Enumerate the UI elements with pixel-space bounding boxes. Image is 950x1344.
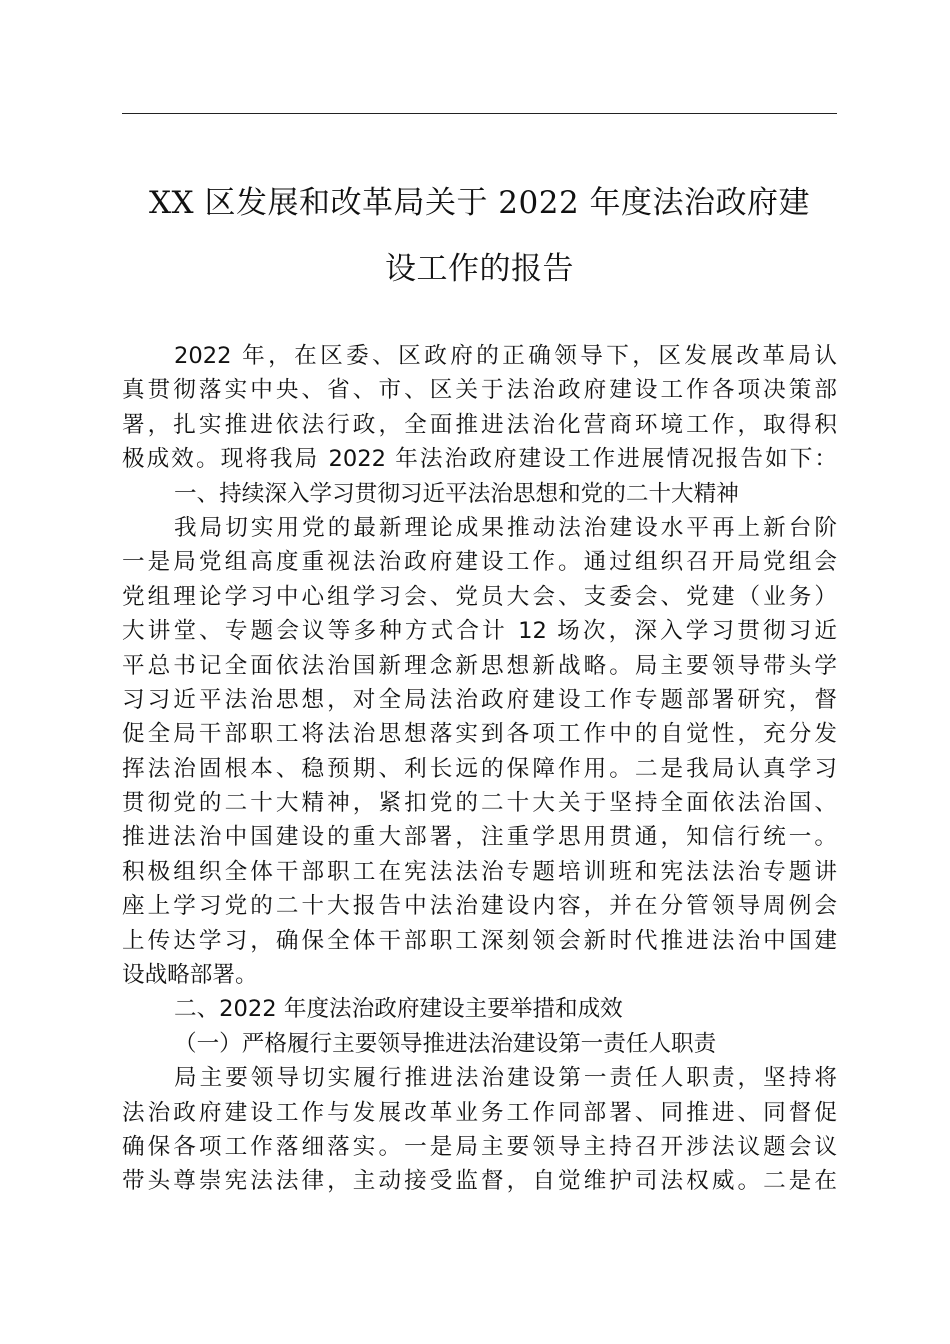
title-line: 设工作的报告 xyxy=(385,251,574,287)
paragraph-line: 确保各项工作落细落实。一是局主要领导主持召开涉法议题会议 xyxy=(122,1133,837,1160)
paragraph-line: 积极组织全体干部职工在宪法法治专题培训班和宪法法治专题讲 xyxy=(122,858,837,885)
document-body xyxy=(122,339,837,1199)
subsection-heading: （一）严格履行主要领导推进法治建设第一责任人职责 xyxy=(174,1030,717,1057)
paragraph-line: 极成效。现将我局 2022 年法治政府建设工作进展情况报告如下： xyxy=(122,446,837,473)
paragraph-line: 一是局党组高度重视法治政府建设工作。通过组织召开局党组会 xyxy=(122,549,837,576)
paragraph-line: 设战略部署。 xyxy=(122,962,258,989)
paragraph-line: 带头尊崇宪法法律，主动接受监督，自觉维护司法权威。二是在 xyxy=(122,1168,837,1195)
paragraph-line: 上传达学习，确保全体干部职工深刻领会新时代推进法治中国建 xyxy=(122,927,837,954)
paragraph-line: 党组理论学习中心组学习会、党员大会、支委会、党建（业务） xyxy=(122,583,837,610)
paragraph-line: 真贯彻落实中央、省、市、区关于法治政府建设工作各项决策部 xyxy=(122,377,837,404)
paragraph-line: 2022 年，在区委、区政府的正确领导下，区发展改革局认 xyxy=(174,343,837,369)
paragraph-line: 我局切实用党的最新理论成果推动法治建设水平再上新台阶 xyxy=(174,514,837,541)
paragraph-line: 推进法治中国建设的重大部署，注重学思用贯通，知信行统一。 xyxy=(122,824,837,851)
header-rule xyxy=(122,113,837,114)
document-title xyxy=(122,170,837,302)
paragraph-line: 座上学习党的二十大报告中法治建设内容，并在分管领导周例会 xyxy=(122,893,837,920)
paragraph-line: 局主要领导切实履行推进法治建设第一责任人职责，坚持将 xyxy=(174,1065,837,1092)
paragraph-line: 挥法治固根本、稳预期、利长远的保障作用。二是我局认真学习 xyxy=(122,755,837,782)
paragraph-line: 平总书记全面依法治国新理念新思想新战略。局主要领导带头学 xyxy=(122,652,837,679)
paragraph-line: 习习近平法治思想，对全局法治政府建设工作专题部署研究，督 xyxy=(122,686,837,713)
section-heading: 二、2022 年度法治政府建设主要举措和成效 xyxy=(174,996,623,1023)
title-line: XX 区发展和改革局关于 2022 年度法治政府建 xyxy=(148,185,811,221)
paragraph-line: 贯彻党的二十大精神，紧扣党的二十大关于坚持全面依法治国、 xyxy=(122,790,837,817)
paragraph-line: 促全局干部职工将法治思想落实到各项工作中的自觉性，充分发 xyxy=(122,721,837,748)
paragraph-line: 法治政府建设工作与发展改革业务工作同部署、同推进、同督促 xyxy=(122,1099,837,1126)
section-heading: 一、持续深入学习贯彻习近平法治思想和党的二十大精神 xyxy=(174,480,739,507)
paragraph-line: 大讲堂、专题会议等多种方式合计 12 场次，深入学习贯彻习近 xyxy=(122,618,837,645)
paragraph-line: 署，扎实推进依法行政，全面推进法治化营商环境工作，取得积 xyxy=(122,411,837,438)
